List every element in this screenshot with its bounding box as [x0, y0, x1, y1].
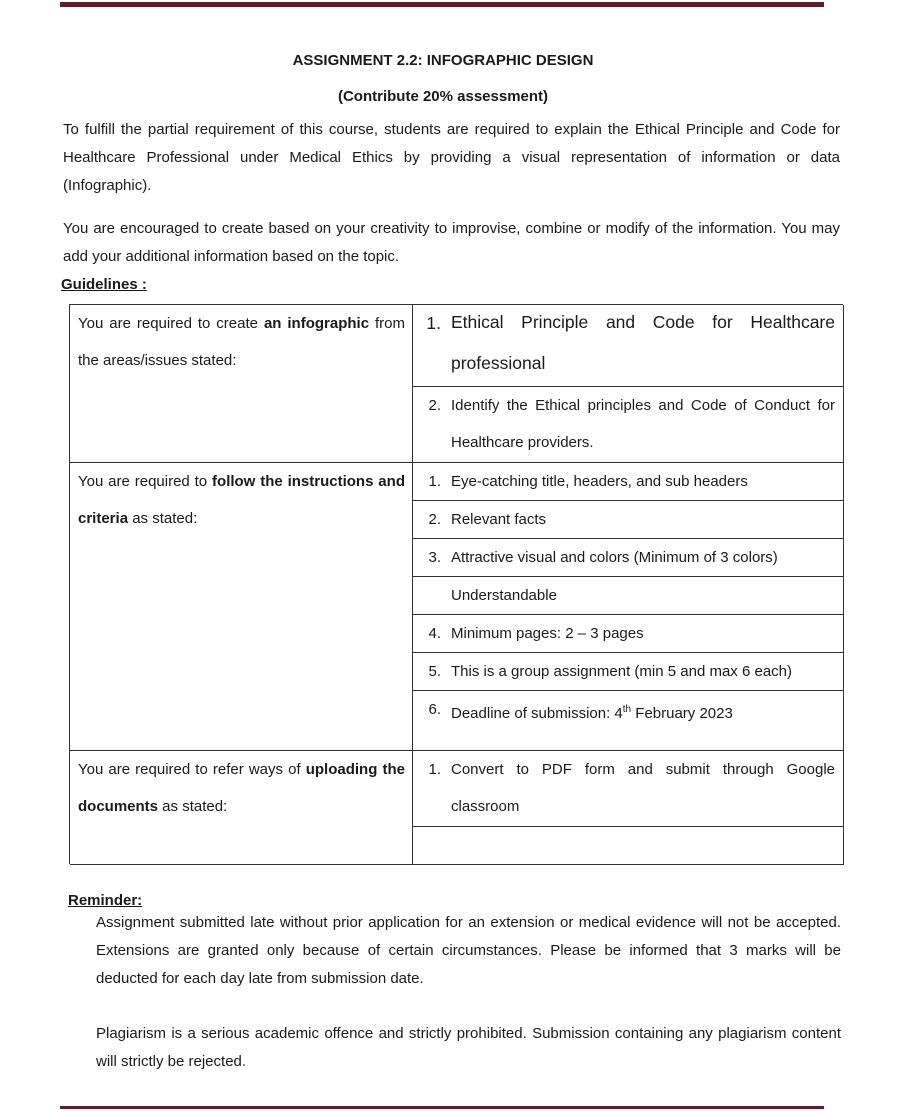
list-item	[413, 539, 843, 577]
list-item	[413, 387, 843, 462]
deadline-text: Deadline of submission: 4	[451, 705, 623, 722]
requirement-cell-upload	[70, 751, 413, 865]
item-number: 3.	[428, 549, 441, 566]
empty-row	[413, 827, 843, 864]
requirement-text: as stated:	[158, 798, 228, 815]
item-text: Convert to PDF form and submit through Google classroom	[451, 761, 835, 815]
deadline-text: February 2023	[631, 705, 733, 722]
list-item	[413, 615, 843, 653]
deadline-suffix: th	[622, 704, 632, 715]
item-number: 2.	[428, 511, 441, 528]
criteria-cell	[413, 463, 844, 751]
requirement-emphasis: an infographic	[263, 315, 370, 332]
item-text: Eye-catching title, headers, and sub headers	[451, 473, 748, 490]
list-item	[413, 653, 843, 691]
assignment-subtitle: (Contribute 20% assessment)	[337, 88, 549, 105]
assignment-title: ASSIGNMENT 2.2: INFOGRAPHIC DESIGN	[292, 52, 594, 69]
requirement-emphasis: uploading the documents	[78, 761, 405, 815]
list-item	[413, 577, 843, 615]
requirement-text: from the areas/issues stated:	[78, 315, 406, 369]
requirement-cell-instructions	[70, 463, 413, 751]
requirement-text: as stated:	[128, 510, 198, 527]
list-item	[413, 751, 843, 827]
item-text: This is a group assignment (min 5 and max 6 each)	[451, 663, 792, 680]
list-item	[413, 691, 843, 750]
list-item	[413, 501, 843, 539]
plagiarism-paragraph: Plagiarism is a serious academic offence and strictly prohibited. Submission containing any plagiarism content will strictly be rejected.	[96, 1025, 841, 1070]
item-text: Ethical Principle and Code for Healthcare professional	[451, 312, 835, 373]
item-number: 4.	[428, 625, 441, 642]
item-text: Identify the Ethical principles and Code of Conduct for Healthcare providers.	[451, 397, 835, 451]
item-number: 6.	[428, 701, 441, 718]
intro-paragraph: To fulfill the partial requirement of this course, students are required to explain the Ethical Principle and Code for Healthcare Professional under Medical Ethics by providing a visual representation of information or data (Infographic).	[63, 121, 840, 194]
bottom-decorative-rule	[60, 1106, 824, 1109]
list-item	[413, 463, 843, 501]
encourage-paragraph: You are encouraged to create based on your creativity to improvise, combine or modify of the information. You may add your additional information based on the topic.	[63, 220, 840, 265]
requirement-cell-infographic	[70, 305, 413, 463]
item-text: Understandable	[451, 587, 557, 604]
upload-cell	[413, 751, 844, 865]
guidelines-heading: Guidelines :	[61, 276, 147, 293]
requirement-text: You are required to refer ways of	[78, 761, 306, 778]
late-submission-paragraph: Assignment submitted late without prior application for an extension or medical evidence will not be accepted. Extensions are granted only because of certain circumstances. Please be informed that 3 marks will be deducted for each day late from submission date.	[96, 914, 841, 987]
requirement-text: You are required to	[78, 473, 213, 490]
item-text	[451, 691, 843, 750]
top-decorative-rule	[60, 2, 824, 7]
item-number: 1.	[426, 313, 441, 333]
requirement-text: You are required to create	[78, 315, 264, 332]
item-number: 1.	[428, 761, 441, 778]
item-number: 5.	[428, 663, 441, 680]
reminder-heading: Reminder:	[68, 892, 143, 909]
list-item	[413, 305, 843, 387]
guidelines-table	[69, 304, 843, 864]
topics-cell	[413, 305, 844, 463]
item-number: 1.	[428, 473, 441, 490]
requirement-emphasis: follow the instructions and criteria	[78, 473, 405, 527]
item-number	[413, 584, 451, 614]
item-text: Minimum pages: 2 – 3 pages	[451, 625, 644, 642]
item-text: Relevant facts	[451, 511, 547, 528]
item-text: Attractive visual and colors (Minimum of 3 colors)	[451, 549, 778, 566]
item-number: 2.	[428, 397, 441, 414]
